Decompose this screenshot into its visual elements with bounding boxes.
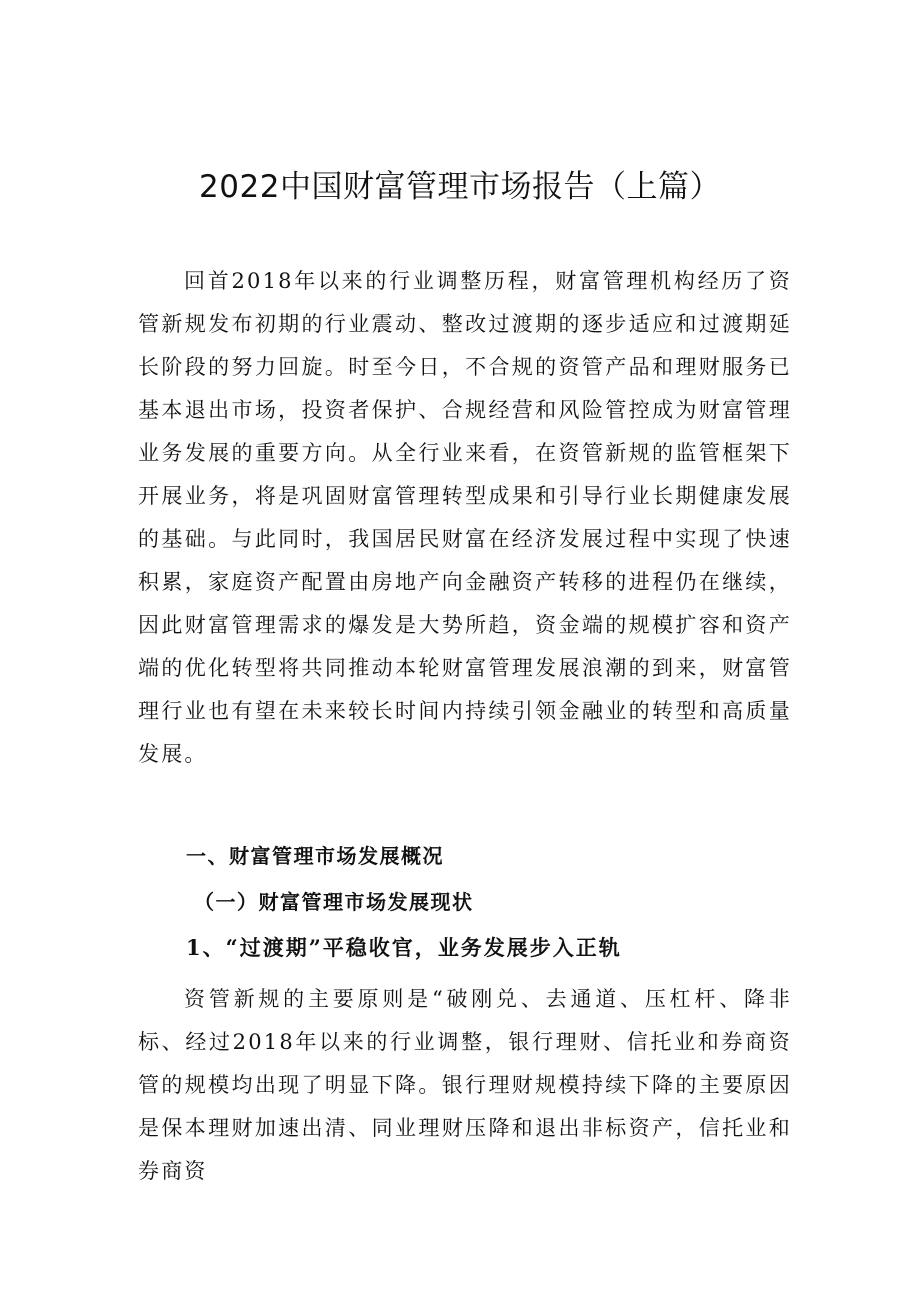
subsection-heading: （一）财富管理市场发展现状 xyxy=(194,890,474,914)
intro-paragraph: 回首2018年以来的行业调整历程，财富管理机构经历了资管新规发布初期的行业震动、整改过渡期的逐步适应和过渡期延长阶段的努力回旋。时至今日，不合规的资管产品和理财服务已基本退出市场，投资者保护、合规经营和风险管控成为财富管理业务发展的重要方向。从全行业来看，在资管新规的监管框架下开展业务，将是巩固财富管理转型成果和引导行业长期健康发展的基础。与此同时，我国居民财富在经济发展过程中实现了快速积累，家庭资产配置由房地产向金融资产转移的进程仍在继续，因此财富管理需求的爆发是大势所趋，资金端的规模扩容和资产端的优化转型将共同推动本轮财富管理发展浪潮的到来，财富管理行业也有望在未来较长时间内持续引领金融业的转型和高质量发展。 xyxy=(138,269,792,766)
section-heading: 一、财富管理市场发展概况 xyxy=(186,844,444,868)
item-heading: 1、“过渡期”平稳收官，业务发展步入正轨 xyxy=(186,935,622,960)
document-title: 2022中国财富管理市场报告（上篇） xyxy=(199,169,721,205)
body-paragraph: 资管新规的主要原则是“破刚兑、去通道、压杠杆、降非标、经过2018年以来的行业调整，银行理财、信托业和券商资管的规模均出现了明显下降。银行理财规模持续下降的主要原因是保本理财加速出清、同业理财压降和退出非标资产，信托业和券商资 xyxy=(138,987,792,1183)
